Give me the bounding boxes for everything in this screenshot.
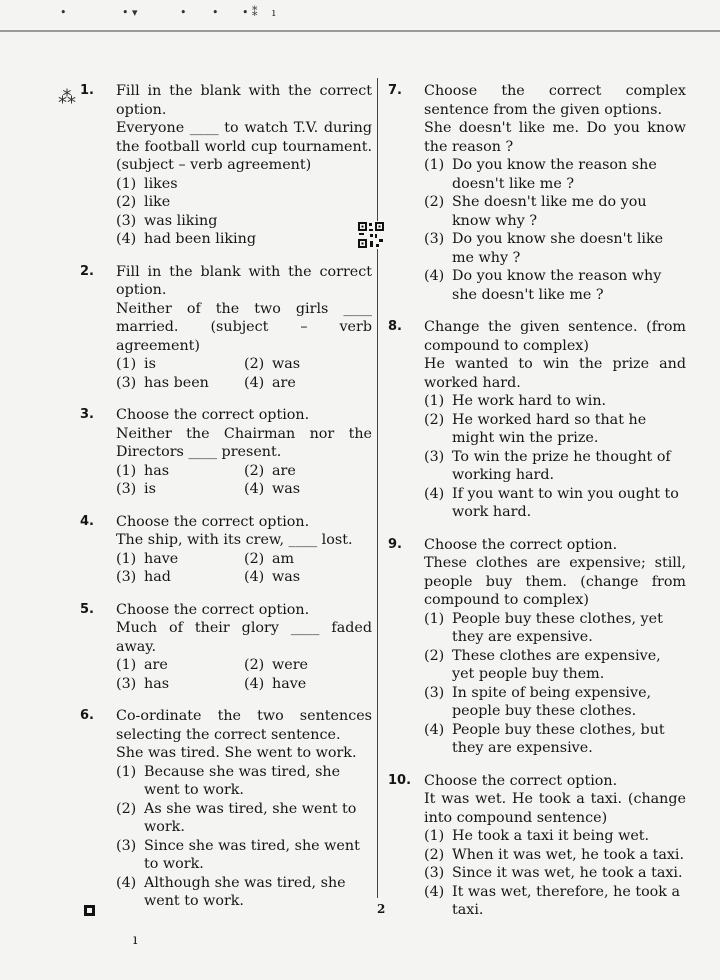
question-7	[388, 82, 686, 304]
question-4	[80, 513, 372, 587]
question-prompt: Choose the correct option.	[424, 772, 618, 789]
header-rule	[0, 30, 720, 32]
question-stem: She doesn't like me. Do you know the reason ?	[424, 120, 686, 155]
question-9	[388, 536, 686, 758]
question-stem: Everyone ____ to watch T.V. during the football world cup tournament. (subject – verb agreement)	[116, 120, 372, 173]
option[interactable]: (4) are	[244, 374, 296, 391]
page-number: 2	[377, 902, 386, 916]
scan-mark: ı	[133, 932, 138, 948]
scan-top-marks: • • ▾ • • • ⁑ ı	[60, 6, 276, 19]
options-list	[424, 392, 686, 522]
question-number: 1.	[80, 83, 94, 98]
right-column	[388, 82, 686, 934]
option[interactable]: (3) has	[116, 675, 170, 692]
question-number: 6.	[80, 708, 94, 723]
option[interactable]: (2) He worked hard so that he might win the prize.	[424, 411, 647, 446]
question-5	[80, 601, 372, 694]
question-prompt: Co-ordinate the two sentences selecting the correct sentence.	[116, 708, 372, 743]
question-1	[80, 82, 372, 249]
option[interactable]: (2) These clothes are expensive, yet people buy them.	[424, 647, 661, 682]
question-8	[388, 318, 686, 522]
options-grid	[116, 355, 372, 392]
question-prompt: Choose the correct option.	[116, 601, 310, 618]
option[interactable]: (1) has	[116, 462, 170, 479]
question-prompt: Choose the correct option.	[116, 513, 310, 530]
question-number: 5.	[80, 601, 94, 617]
question-prompt: Choose the correct option.	[424, 536, 618, 553]
option[interactable]: (1) likes	[116, 175, 178, 192]
question-prompt: Change the given sentence. (from compound to complex)	[424, 319, 686, 354]
options-list	[116, 175, 372, 249]
question-number: 9.	[388, 536, 402, 552]
option[interactable]: (1) He took a taxi it being wet.	[424, 828, 650, 844]
option[interactable]: (2) are	[244, 462, 296, 479]
option[interactable]: (1) is	[116, 356, 156, 372]
question-stem: These clothes are expensive; still, people buy them. (change from compound to complex)	[424, 555, 686, 608]
option[interactable]: (1) He work hard to win.	[424, 393, 607, 409]
options-list	[424, 156, 686, 304]
option[interactable]: (1) Do you know the reason she doesn't like me ?	[424, 157, 657, 192]
option[interactable]: (3) Since it was wet, he took a taxi.	[424, 865, 683, 881]
question-stem: She was tired. She went to work.	[116, 745, 357, 761]
option[interactable]: (4) had been liking	[116, 231, 256, 247]
option[interactable]: (4) It was wet, therefore, he took a taxi.	[424, 883, 681, 918]
option[interactable]: (1) Because she was tired, she went to work.	[116, 763, 341, 798]
option[interactable]: (4) Although she was tired, she went to work.	[116, 874, 346, 909]
option[interactable]: (1) are	[116, 657, 168, 673]
option[interactable]: (3) Do you know she doesn't like me why ?	[424, 231, 664, 266]
option[interactable]: (3) was liking	[116, 212, 218, 229]
options-grid	[116, 550, 372, 587]
question-stem: Neither the Chairman nor the Directors ____ present.	[116, 425, 372, 460]
question-prompt: Choose the correct complex sentence from the given options.	[424, 83, 686, 118]
question-2	[80, 263, 372, 393]
corner-square-icon	[84, 905, 95, 916]
left-column	[80, 82, 372, 925]
option[interactable]: (2) am	[244, 550, 295, 567]
question-number: 3.	[80, 407, 94, 422]
question-10	[388, 772, 686, 920]
option[interactable]: (4) was	[244, 481, 301, 497]
question-number: 10.	[388, 772, 412, 788]
option[interactable]: (3) Since she was tired, she went to work.	[116, 837, 360, 872]
question-number: 4.	[80, 513, 94, 529]
options-list	[116, 763, 372, 911]
option[interactable]: (4) Do you know the reason why she doesn't like me ?	[424, 268, 662, 303]
option[interactable]: (2) like	[116, 194, 171, 210]
option[interactable]: (2) When it was wet, he took a taxi.	[424, 846, 685, 863]
question-6	[80, 707, 372, 911]
question-3	[80, 406, 372, 499]
option[interactable]: (1) have	[116, 550, 179, 567]
option[interactable]: (3) is	[116, 481, 156, 497]
option[interactable]: (4) was	[244, 569, 301, 585]
option[interactable]: (3) To win the prize he thought of working hard.	[424, 448, 671, 483]
stamp-mark-icon: ⁂	[58, 87, 76, 108]
question-prompt: Fill in the blank with the correct option.	[116, 263, 372, 298]
question-stem: Much of their glory ____ faded away.	[116, 620, 372, 655]
options-list	[424, 827, 686, 920]
options-grid	[116, 462, 372, 499]
option[interactable]: (2) She doesn't like me do you know why ?	[424, 194, 647, 229]
question-stem: It was wet. He took a taxi. (change into compound sentence)	[424, 791, 686, 826]
option[interactable]: (4) have	[244, 675, 307, 692]
option[interactable]: (3) had	[116, 569, 171, 585]
options-list	[424, 610, 686, 758]
option[interactable]: (2) were	[244, 657, 308, 673]
options-grid	[116, 656, 372, 693]
option[interactable]: (3) has been	[116, 374, 209, 391]
option[interactable]: (2) was	[244, 356, 301, 372]
option[interactable]: (4) People buy these clothes, but they are expensive.	[424, 721, 665, 756]
question-stem: He wanted to win the prize and worked hard.	[424, 356, 686, 391]
option[interactable]: (2) As she was tired, she went to work.	[116, 800, 357, 835]
question-prompt: Fill in the blank with the correct option.	[116, 83, 372, 118]
question-stem: The ship, with its crew, ____ lost.	[116, 532, 353, 548]
question-number: 7.	[388, 83, 402, 98]
question-number: 2.	[80, 263, 94, 279]
question-number: 8.	[388, 319, 402, 334]
option[interactable]: (1) People buy these clothes, yet they are expensive.	[424, 610, 663, 645]
column-divider	[377, 78, 378, 898]
option[interactable]: (4) If you want to win you ought to work hard.	[424, 485, 679, 520]
question-stem: Neither of the two girls ____ married. (subject – verb agreement)	[116, 300, 372, 354]
question-prompt: Choose the correct option.	[116, 407, 310, 423]
option[interactable]: (3) In spite of being expensive, people buy these clothes.	[424, 684, 652, 719]
